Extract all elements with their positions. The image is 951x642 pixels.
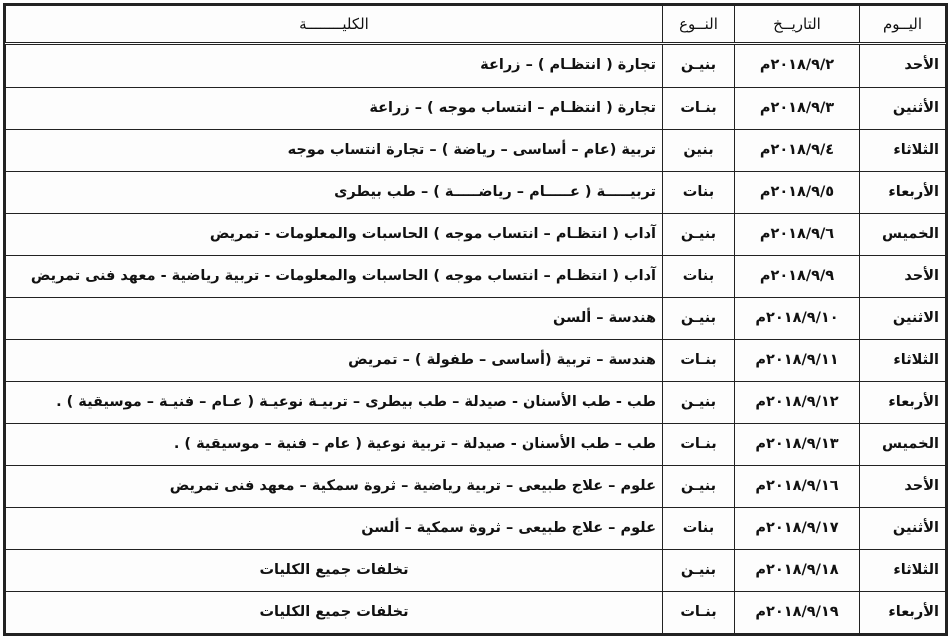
college-cell: آداب ( انتظـام – انتساب موجه ) الحاسبات والمعلومات - تربية رياضية - معهد فنى تمريض: [6, 255, 663, 297]
college-cell: طب – طب الأسنان - صيدلة – تربية نوعية ( عام – فنية – موسيقية ) .: [6, 423, 663, 465]
date-cell: ٢٠١٨/٩/٤م: [735, 129, 860, 171]
date-cell: ٢٠١٨/٩/١١م: [735, 339, 860, 381]
type-cell: بنيـن: [663, 213, 735, 255]
date-cell: ٢٠١٨/٩/١٣م: [735, 423, 860, 465]
type-cell: بنـات: [663, 423, 735, 465]
day-cell: الثلاثاء: [860, 549, 946, 591]
college-cell: علوم – علاج طبيعى – ثروة سمكية – ألسن: [6, 507, 663, 549]
date-cell: ٢٠١٨/٩/١٦م: [735, 465, 860, 507]
date-cell: ٢٠١٨/٩/١٠م: [735, 297, 860, 339]
day-cell: الثلاثاء: [860, 129, 946, 171]
header-college: الكليــــــــة: [6, 6, 663, 44]
table-row: [6, 129, 946, 171]
college-cell: علوم – علاج طبيعى – تربية رياضية – ثروة سمكية – معهد فنى تمريض: [6, 465, 663, 507]
table-row: [6, 339, 946, 381]
date-cell: ٢٠١٨/٩/٥م: [735, 171, 860, 213]
college-cell: تخلفات جميع الكليات: [6, 549, 663, 591]
college-cell: تخلفات جميع الكليات: [6, 591, 663, 633]
date-cell: ٢٠١٨/٩/٣م: [735, 87, 860, 129]
header-day: اليــوم: [860, 6, 946, 44]
table-header-row: [6, 6, 946, 44]
type-cell: بنـات: [663, 87, 735, 129]
day-cell: الثلاثاء: [860, 339, 946, 381]
day-cell: الاثنين: [860, 297, 946, 339]
day-cell: الأحد: [860, 255, 946, 297]
table-row: [6, 297, 946, 339]
college-cell: تربية (عام – أساسى – رياضة ) – تجارة انتساب موجه: [6, 129, 663, 171]
day-cell: الأربعاء: [860, 591, 946, 633]
college-cell: تجارة ( انتظـام ) – زراعة: [6, 44, 663, 88]
type-cell: بنين: [663, 129, 735, 171]
type-cell: بنيـن: [663, 549, 735, 591]
day-cell: الأحد: [860, 465, 946, 507]
table-row: [6, 213, 946, 255]
type-cell: بنيـن: [663, 381, 735, 423]
type-cell: بنـات: [663, 339, 735, 381]
type-cell: بنيـن: [663, 465, 735, 507]
college-cell: تجارة ( انتظـام – انتساب موجه ) – زراعة: [6, 87, 663, 129]
exam-schedule-table: [5, 5, 946, 634]
date-cell: ٢٠١٨/٩/١٧م: [735, 507, 860, 549]
college-cell: طب - طب الأسنان - صيدلة – طب بيطرى – تربيـة نوعيـة ( عـام – فنيـة – موسيقية ) .: [6, 381, 663, 423]
college-cell: هندسة – تربية (أساسى – طفولة ) – تمريض: [6, 339, 663, 381]
day-cell: الأثنين: [860, 507, 946, 549]
day-cell: الأربعاء: [860, 381, 946, 423]
type-cell: بنات: [663, 255, 735, 297]
date-cell: ٢٠١٨/٩/١٩م: [735, 591, 860, 633]
type-cell: بنات: [663, 171, 735, 213]
day-cell: الخميس: [860, 213, 946, 255]
schedule-sheet: [3, 3, 948, 636]
date-cell: ٢٠١٨/٩/٢م: [735, 44, 860, 88]
table-row: [6, 44, 946, 88]
type-cell: بنيـن: [663, 44, 735, 88]
header-type: النــوع: [663, 6, 735, 44]
day-cell: الأحد: [860, 44, 946, 88]
college-cell: تربيـــــة ( عـــــام – رياضـــــة ) – طب بيطرى: [6, 171, 663, 213]
table-row: [6, 381, 946, 423]
header-date: التاريــخ: [735, 6, 860, 44]
table-row: [6, 87, 946, 129]
date-cell: ٢٠١٨/٩/٦م: [735, 213, 860, 255]
type-cell: بنـات: [663, 591, 735, 633]
college-cell: هندسة – ألسن: [6, 297, 663, 339]
table-row: [6, 507, 946, 549]
table-row: [6, 549, 946, 591]
date-cell: ٢٠١٨/٩/١٨م: [735, 549, 860, 591]
table-row: [6, 255, 946, 297]
table-row: [6, 423, 946, 465]
day-cell: الأثنين: [860, 87, 946, 129]
type-cell: بنات: [663, 507, 735, 549]
table-row: [6, 171, 946, 213]
date-cell: ٢٠١٨/٩/٩م: [735, 255, 860, 297]
day-cell: الخميس: [860, 423, 946, 465]
type-cell: بنيـن: [663, 297, 735, 339]
table-row: [6, 465, 946, 507]
table-row: [6, 591, 946, 633]
day-cell: الأربعاء: [860, 171, 946, 213]
date-cell: ٢٠١٨/٩/١٢م: [735, 381, 860, 423]
college-cell: آداب ( انتظـام – انتساب موجه ) الحاسبات والمعلومات - تمريض: [6, 213, 663, 255]
